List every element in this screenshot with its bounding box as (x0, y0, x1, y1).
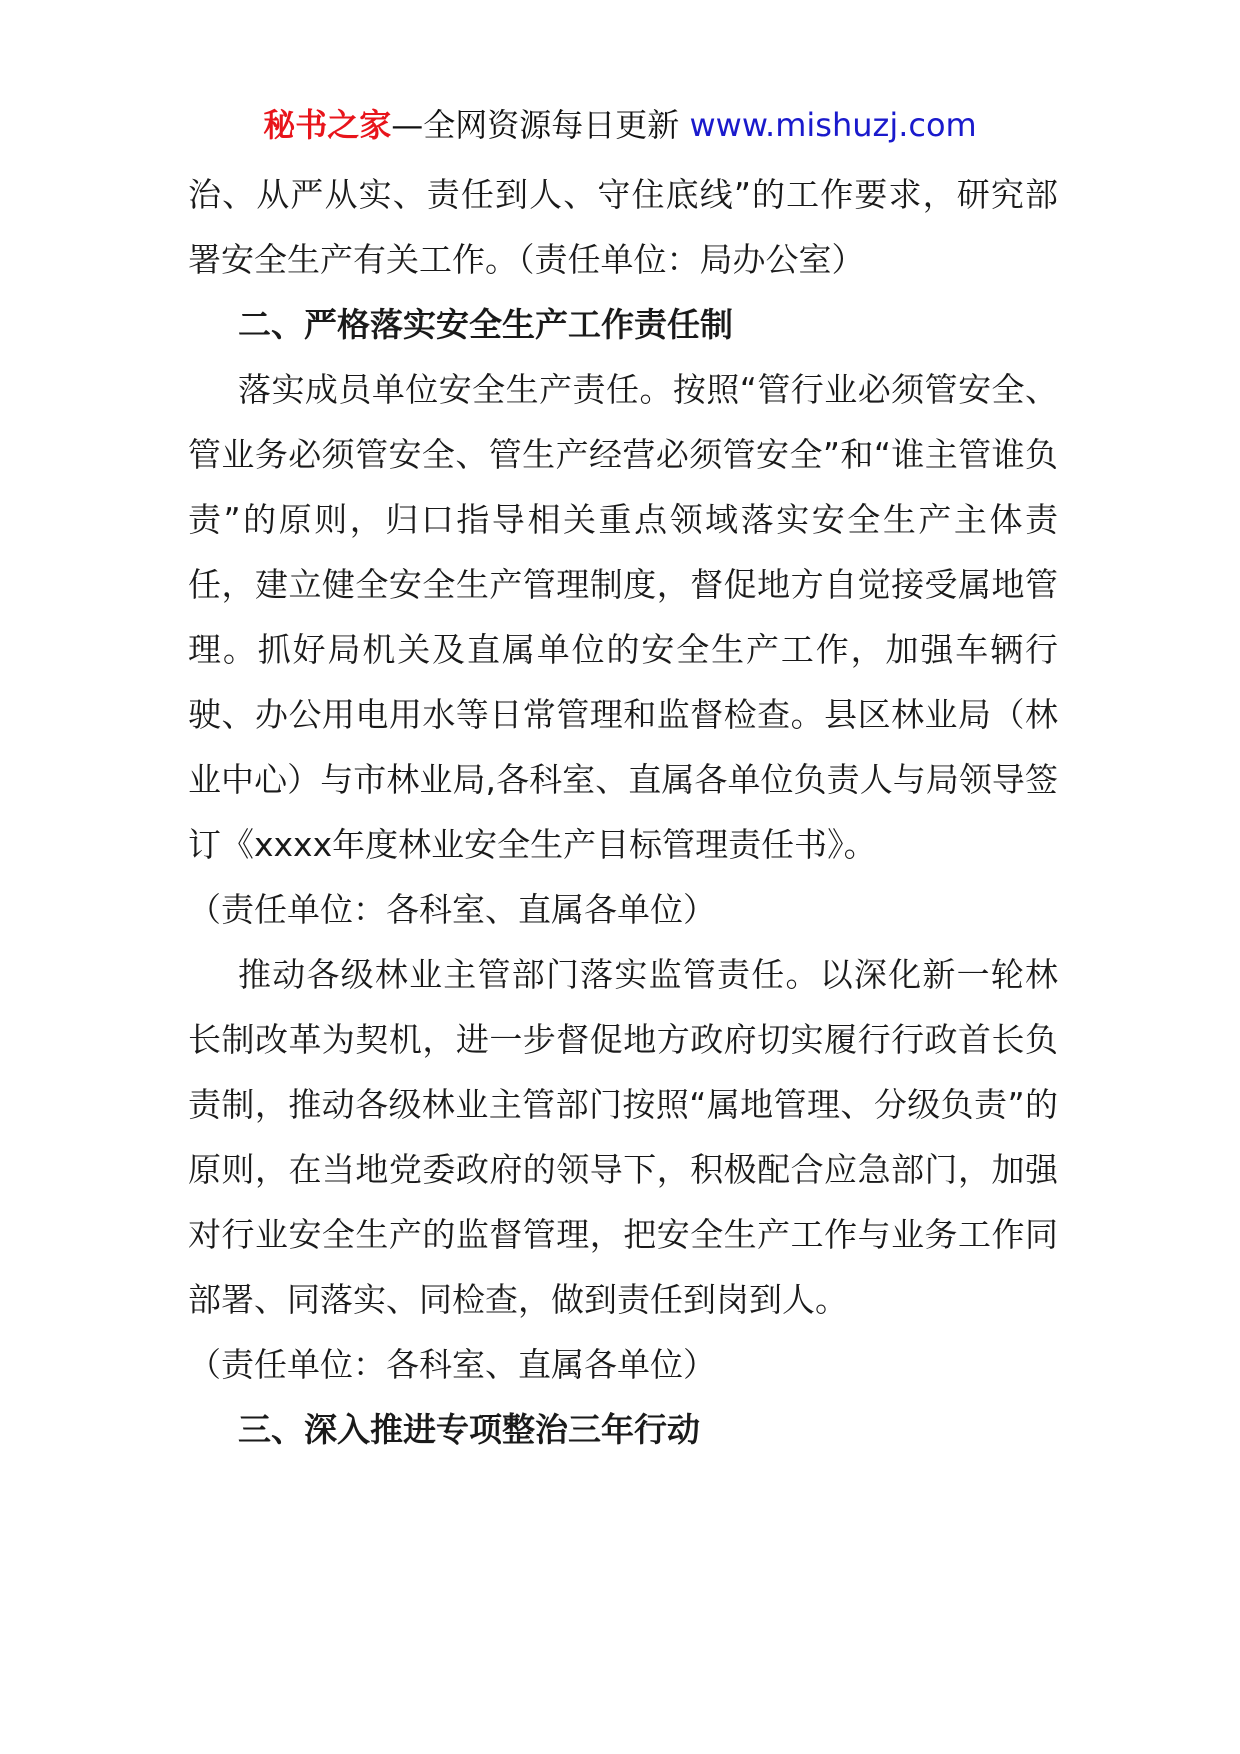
responsible-unit-note: （责任单位：各科室、直属各单位） (188, 1345, 716, 1384)
brand-name: 秘书之家 (263, 106, 392, 144)
site-header (0, 100, 1240, 150)
header-tagline: —全网资源每日更新 (391, 106, 690, 144)
document-body (188, 162, 1058, 1462)
site-url[interactable]: www.mishuzj.com (689, 106, 977, 144)
responsible-unit-note: （责任单位：各科室、直属各单位） (188, 890, 716, 929)
section-heading-2: 二、严格落实安全生产工作责任制 (238, 305, 733, 344)
paragraph-member-units: 落实成员单位安全生产责任。按照“管行业必须管安全、管业务必须管安全、管生产经营必须管安全”和“谁主管谁负责”的原则，归口指导相关重点领域落实安全生产主体责任，建立健全安全生产管理制度，督促地方自觉接受属地管理。抓好局机关及直属单位的安全生产工作，加强车辆行驶、办公用电用水等日常管理和监督检查。县区林业局（林业中心）与市林业局,各科室、直属各单位负责人与局领导签订《xxxx年度林业安全生产目标管理责任书》。 (188, 370, 1058, 864)
paragraph-supervision: 推动各级林业主管部门落实监管责任。以深化新一轮林长制改革为契机，进一步督促地方政府切实履行行政首长负责制，推动各级林业主管部门按照“属地管理、分级负责”的原则，在当地党委政府的领导下，积极配合应急部门，加强对行业安全生产的监督管理，把安全生产工作与业务工作同部署、同落实、同检查，做到责任到岗到人。 (188, 955, 1058, 1319)
section-heading-3: 三、深入推进专项整治三年行动 (238, 1410, 700, 1449)
paragraph-continuation: 治、从严从实、责任到人、守住底线”的工作要求，研究部署安全生产有关工作。（责任单位：局办公室） (188, 175, 1058, 279)
